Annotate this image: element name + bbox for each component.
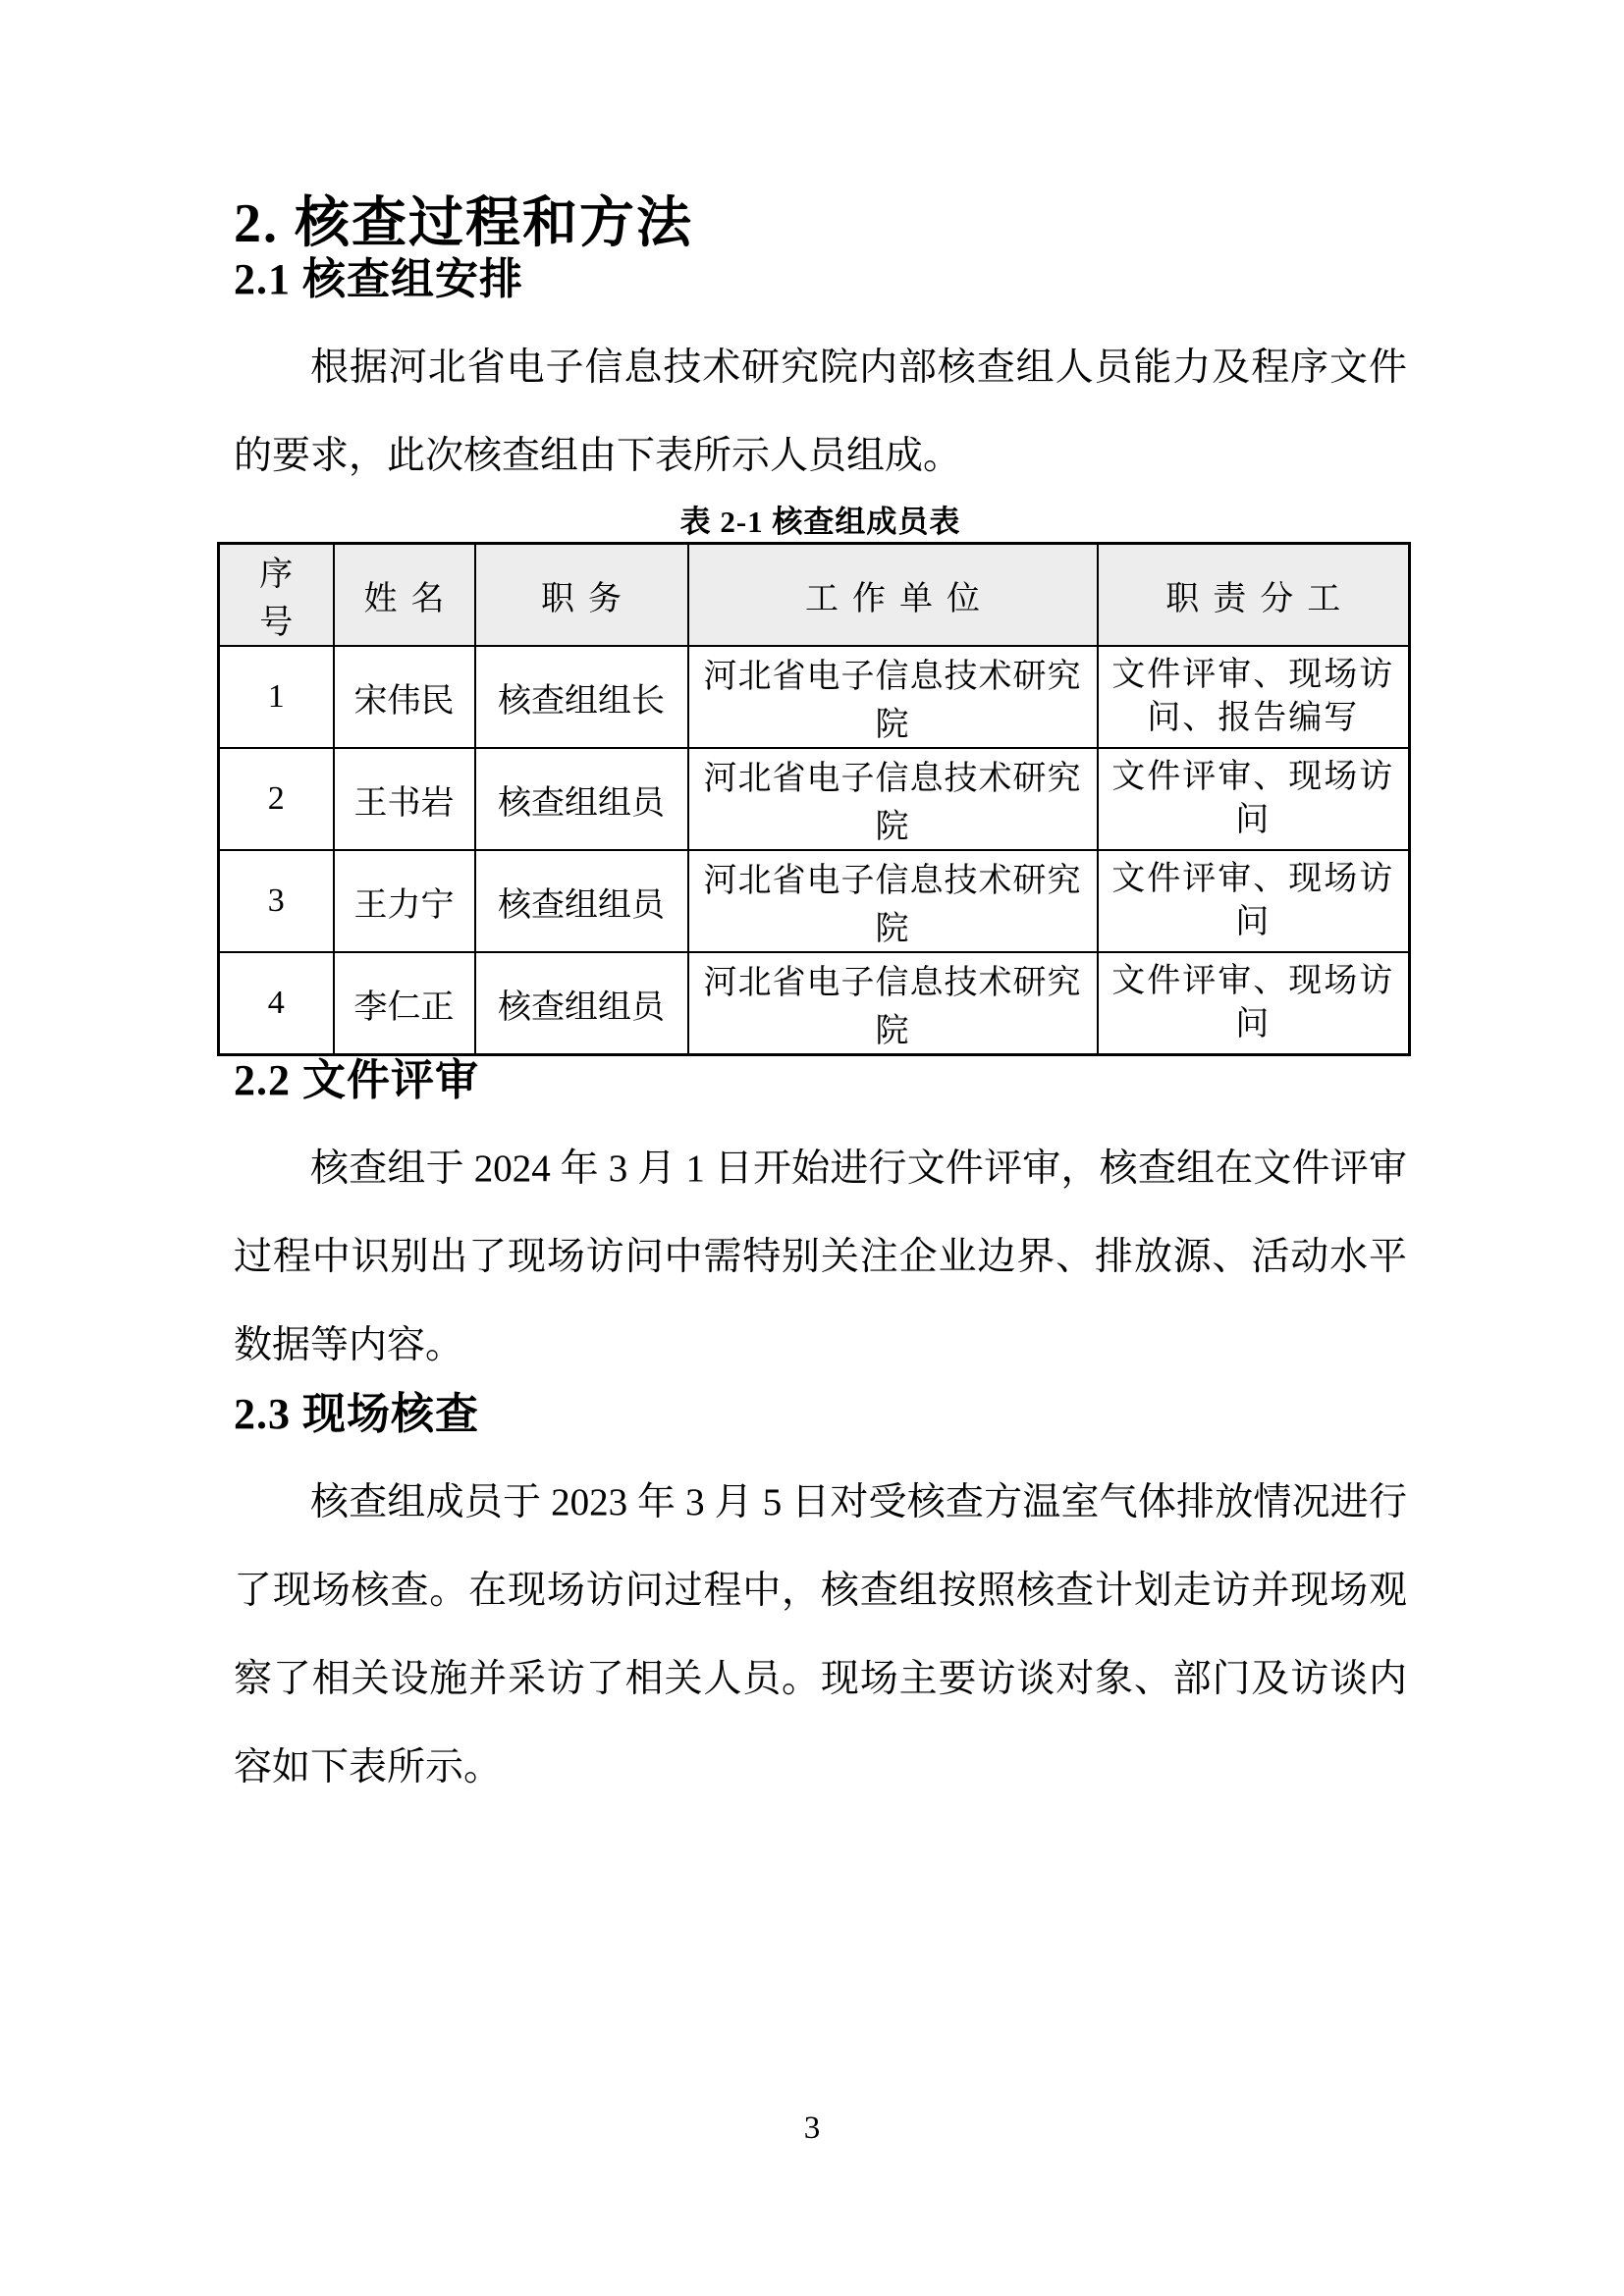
cell-name: 王力宁 <box>334 850 475 952</box>
section-2-3 <box>234 1390 1407 1812</box>
table-row <box>219 646 1410 748</box>
column-header-duty: 职责分工 <box>1098 544 1410 647</box>
section-2-1-paragraph: 根据河北省电子信息技术研究院内部核查组人员能力及程序文件的要求，此次核查组由下表所示人员组成。 <box>234 347 1407 477</box>
table-header-row <box>219 544 1410 647</box>
cell-no: 3 <box>219 850 334 952</box>
section-2-2 <box>234 1056 1407 1390</box>
cell-duty: 文件评审、现场访问 <box>1098 850 1410 952</box>
section-2-2-heading: 2.2 文件评审 <box>234 1056 479 1104</box>
cell-duty: 文件评审、现场访问 <box>1098 748 1410 850</box>
table-row <box>219 850 1410 952</box>
team-members-table <box>217 542 1411 1056</box>
cell-role: 核查组组长 <box>475 646 688 748</box>
column-header-name: 姓名 <box>334 544 475 647</box>
cell-no: 4 <box>219 952 334 1055</box>
column-header-unit: 工作单位 <box>688 544 1098 647</box>
cell-role: 核查组组员 <box>475 952 688 1055</box>
cell-duty: 文件评审、现场访问 <box>1098 952 1410 1055</box>
cell-role: 核查组组员 <box>475 748 688 850</box>
section-2-3-paragraph: 核查组成员于 2023 年 3 月 5 日对受核查方温室气体排放情况进行了现场核查。在现场访问过程中，核查组按照核查计划走访并现场观察了相关设施并采访了相关人员。现场主要访谈对象、部门及访谈内容如下表所示。 <box>234 1481 1407 1789</box>
cell-name: 王书岩 <box>334 748 475 850</box>
cell-role: 核查组组员 <box>475 850 688 952</box>
section-2-1 <box>234 255 1407 501</box>
cell-name: 李仁正 <box>334 952 475 1055</box>
page-title: 2. 核查过程和方法 <box>234 193 693 254</box>
cell-unit: 河北省电子信息技术研究院 <box>688 850 1098 952</box>
cell-unit: 河北省电子信息技术研究院 <box>688 646 1098 748</box>
table-caption: 表 2-1 核查组成员表 <box>679 505 961 539</box>
table-row <box>219 748 1410 850</box>
cell-duty: 文件评审、现场访问、报告编写 <box>1098 646 1410 748</box>
table-row <box>219 952 1410 1055</box>
section-2-1-heading: 2.1 核查组安排 <box>234 255 523 303</box>
cell-no: 2 <box>219 748 334 850</box>
section-2-2-paragraph: 核查组于 2024 年 3 月 1 日开始进行文件评审，核查组在文件评审过程中识别出了现场访问中需特别关注企业边界、排放源、活动水平数据等内容。 <box>234 1148 1407 1366</box>
cell-no: 1 <box>219 646 334 748</box>
column-header-no: 序号 <box>219 544 334 647</box>
cell-unit: 河北省电子信息技术研究院 <box>688 748 1098 850</box>
page-number: 3 <box>803 2110 821 2146</box>
cell-unit: 河北省电子信息技术研究院 <box>688 952 1098 1055</box>
section-2-3-heading: 2.3 现场核查 <box>234 1390 479 1438</box>
column-header-role: 职务 <box>475 544 688 647</box>
cell-name: 宋伟民 <box>334 646 475 748</box>
